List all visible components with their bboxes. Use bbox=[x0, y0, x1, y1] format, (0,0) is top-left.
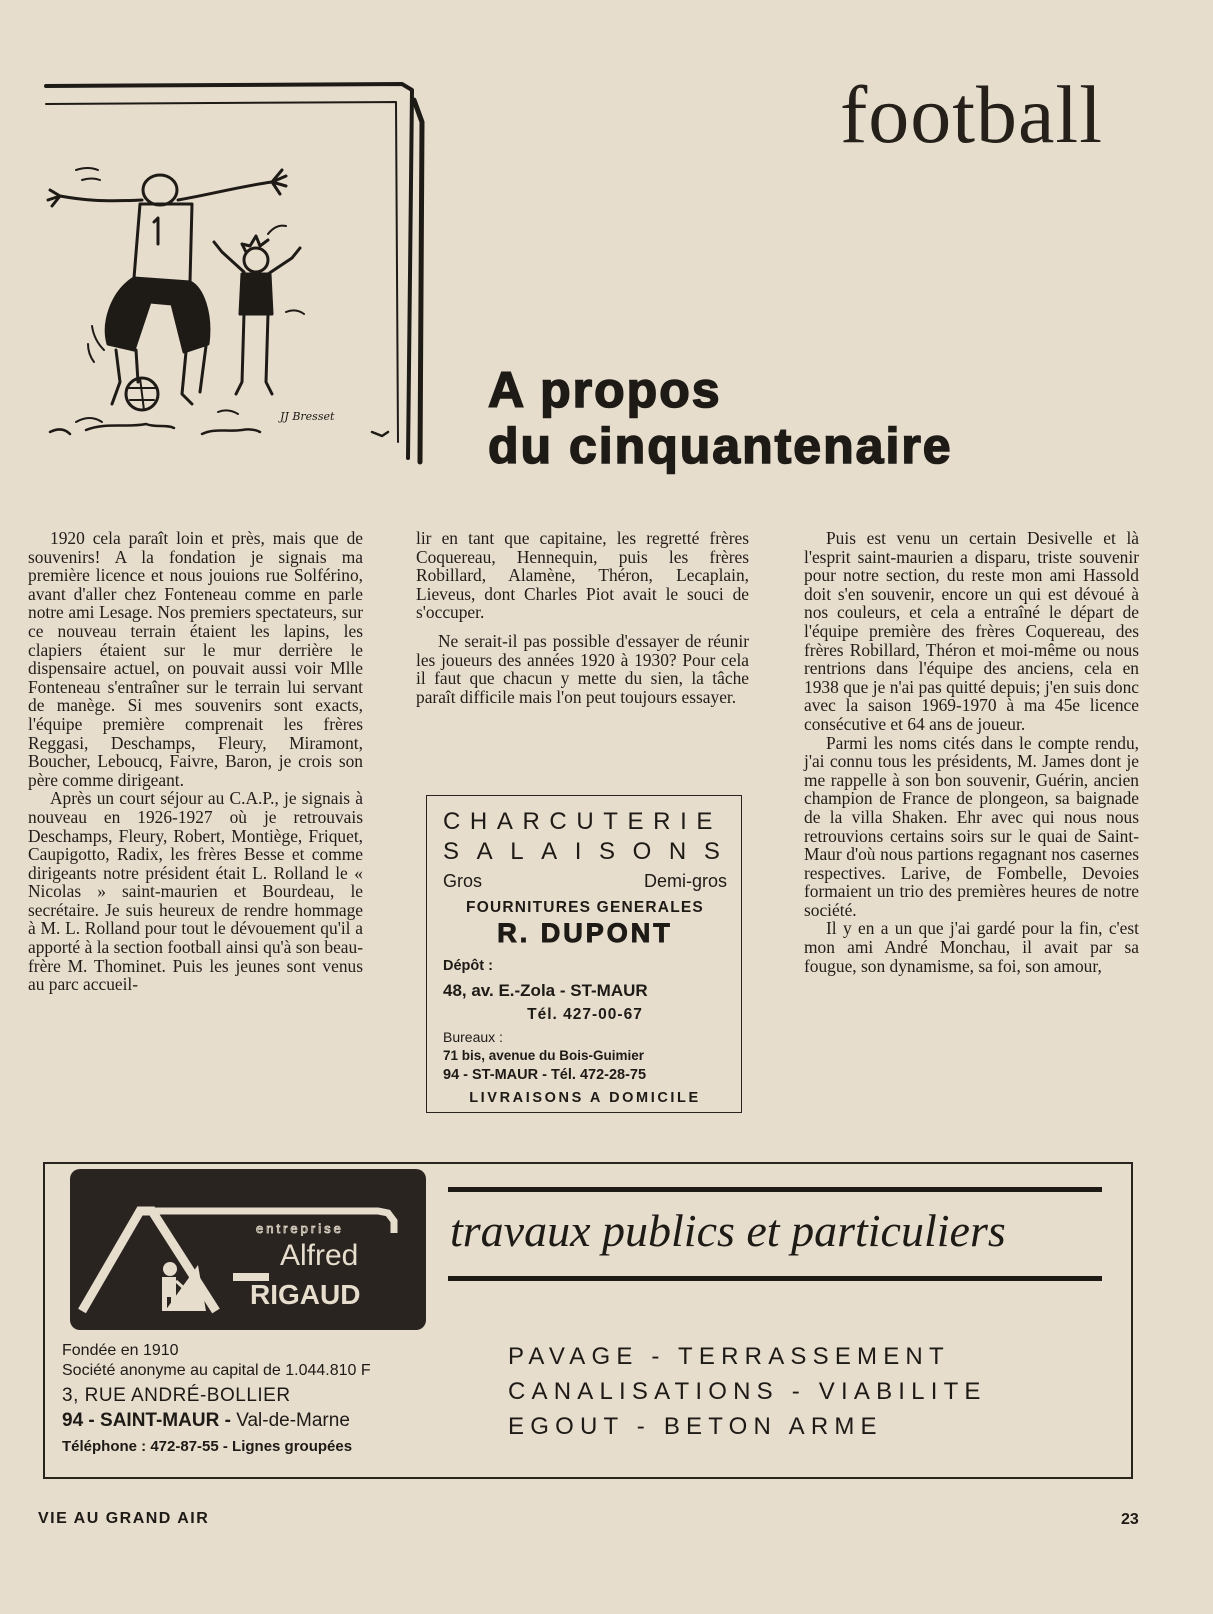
ad-depot-address: 48, av. E.-Zola - ST-MAUR bbox=[443, 981, 648, 1000]
rigaud-street: 3, RUE ANDRÉ-BOLLIER bbox=[62, 1385, 291, 1406]
headline-line-2: du cinquantenaire bbox=[488, 418, 953, 474]
tagline-rule-bottom bbox=[448, 1276, 1102, 1281]
rigaud-logo bbox=[70, 1169, 426, 1330]
article-column-1 bbox=[28, 529, 363, 994]
article-headline bbox=[488, 362, 953, 474]
article-paragraph: Il y en a un que j'ai gardé pour la fin, c'est mon ami André Monchau, il avait par sa fougue, son dynamisme, sa foi, son amour, bbox=[804, 918, 1139, 976]
magazine-name: VIE AU GRAND AIR bbox=[38, 1510, 210, 1527]
ad-fournitures: FOURNITURES GENERALES bbox=[466, 899, 704, 916]
illustration-signature: JJ Bresset bbox=[280, 410, 335, 423]
ad-line-charcuterie: CHARCUTERIE bbox=[443, 808, 722, 835]
ad-bureaux-address: 71 bis, avenue du Bois-Guimier bbox=[443, 1048, 645, 1063]
rigaud-last-name: RIGAUD bbox=[250, 1279, 361, 1310]
ad-demi-gros: Demi-gros bbox=[643, 871, 727, 891]
article-column-3 bbox=[804, 529, 1139, 975]
ad-gros: Gros bbox=[443, 871, 483, 891]
rigaud-entreprise: entreprise bbox=[256, 1221, 344, 1236]
rigaud-capital: Société anonyme au capital de 1.044.810 F bbox=[62, 1362, 371, 1379]
article-paragraph: Puis est venu un certain Desivelle et là l'esprit saint-maurien a disparu, triste souvenir pour notre section, du reste mon ami Hassold doit s'en souvenir, encore un qui est dévoué à nos couleurs, et cela a entraîné le départ de l'équipe première des frères Coquereau, des frères Robillard, Théron et moi-même ou nous rentrions dans l'équipe des anciens, cela en 1938 que je n'ai pas quitté depuis; j'en suis donc avec la saison 1969-1970 à ma 45e licence consécutive et 64 ans de joueur. bbox=[804, 528, 1139, 734]
article-paragraph: 1920 cela paraît loin et près, mais que de souvenirs! A la fondation je signais ma première licence et nous jouions rue Solférino, avant d'aller chez Fonteneau comme en parle notre ami Lesage. Nos premiers spectateurs, sur ce nouveau terrain étaient les lapins, les clapiers étaient sur le mur derrière le dispensaire actuel, on pouvait aussi voir Mlle Fonteneau s'entraîner sur le terrain lui servant de manège. Si mes souvenirs sont exacts, l'équipe première comprenait les frères Reggasi, Deschamps, Fleury, Miramont, Boucher, Leboucq, Faivre, Baron, je crois son père comme dirigeant. bbox=[28, 528, 363, 790]
ad-depot-tel: Tél. 427-00-67 bbox=[527, 1006, 643, 1023]
rigaud-telephone: Téléphone : 472-87-55 - Lignes groupées bbox=[62, 1438, 353, 1455]
rigaud-city-main: 94 - SAINT-MAUR - bbox=[62, 1410, 231, 1431]
article-paragraph: Ne serait-il pas possible d'essayer de réunir les joueurs des années 1920 à 1930? Pour cela il faut que chacun y mette du sien, la tâche paraît difficile mais l'on peut toujours essayer. bbox=[416, 630, 749, 707]
rigaud-city bbox=[62, 1410, 350, 1432]
ad-line-salaisons: SALAISONS bbox=[443, 838, 738, 865]
rigaud-service-line: CANALISATIONS - VIABILITE bbox=[508, 1378, 987, 1405]
headline-line-1: A propos bbox=[488, 362, 722, 418]
rigaud-service-line: PAVAGE - TERRASSEMENT bbox=[508, 1343, 950, 1370]
charcuterie-advertisement bbox=[426, 795, 742, 1113]
article-paragraph: Parmi les noms cités dans le compte rendu, j'ai connu tous les présidents, M. James dont je me rappelle à son bon souvenir, Guérin, ancien champion de France de plongeon, sa baignade de la villa Shaken. Ehr avec qui nous nous retrouvions certains soirs sur le quai de Saint-Maur d'où nous partions regagnant nos casernes respectives. Larive, de Fombelle, Devoies formaient un trio des premières heures de notre société. bbox=[804, 732, 1139, 920]
rigaud-service-line: EGOUT - BETON ARME bbox=[508, 1413, 883, 1440]
ad-bureaux-label: Bureaux : bbox=[443, 1029, 503, 1045]
tagline-rule-top bbox=[448, 1187, 1102, 1192]
article-paragraph: Après un court séjour au C.A.P., je signais à nouveau en 1926-1927 où je retrouvais Deschamps, Fleury, Robert, Montiège, Friquet, Caupigotto, Radix, les frères Besse et comme dirigeants notre président était L. Rolland le « Nicolas » saint-maurien et Bourdeau, le secrétaire. Je suis heureux de rendre hommage à M. L. Rolland pour tout le dévouement qu'il a apporté à la section football ainsi qu'à son beau-frère M. Thominet. Puis les jeunes sont venus au parc accueil- bbox=[28, 788, 363, 995]
section-title: football bbox=[839, 69, 1103, 160]
rigaud-city-region: Val-de-Marne bbox=[236, 1410, 350, 1431]
ad-business-name: R. DUPONT bbox=[497, 918, 673, 948]
article-paragraph: lir en tant que capitaine, les regretté frères Coquereau, Hennequin, puis les frères Robillard, Alamène, Théron, Lecaplain, Lieveus, dont Charles Piot avait le souci de s'occuper. bbox=[416, 528, 749, 623]
rigaud-founded: Fondée en 1910 bbox=[62, 1342, 179, 1359]
goalkeeper-illustration bbox=[42, 82, 442, 478]
ad-livraisons: LIVRAISONS A DOMICILE bbox=[469, 1090, 701, 1106]
ad-bureaux-city-tel: 94 - ST-MAUR - Tél. 472-28-75 bbox=[443, 1067, 647, 1083]
page-number: 23 bbox=[1121, 1511, 1139, 1528]
ad-depot-label: Dépôt : bbox=[443, 958, 493, 974]
rigaud-first-name: Alfred bbox=[280, 1239, 359, 1272]
rigaud-tagline: travaux publics et particuliers bbox=[450, 1205, 1006, 1256]
ad-gros-row bbox=[443, 871, 727, 892]
article-column-2 bbox=[416, 529, 749, 706]
